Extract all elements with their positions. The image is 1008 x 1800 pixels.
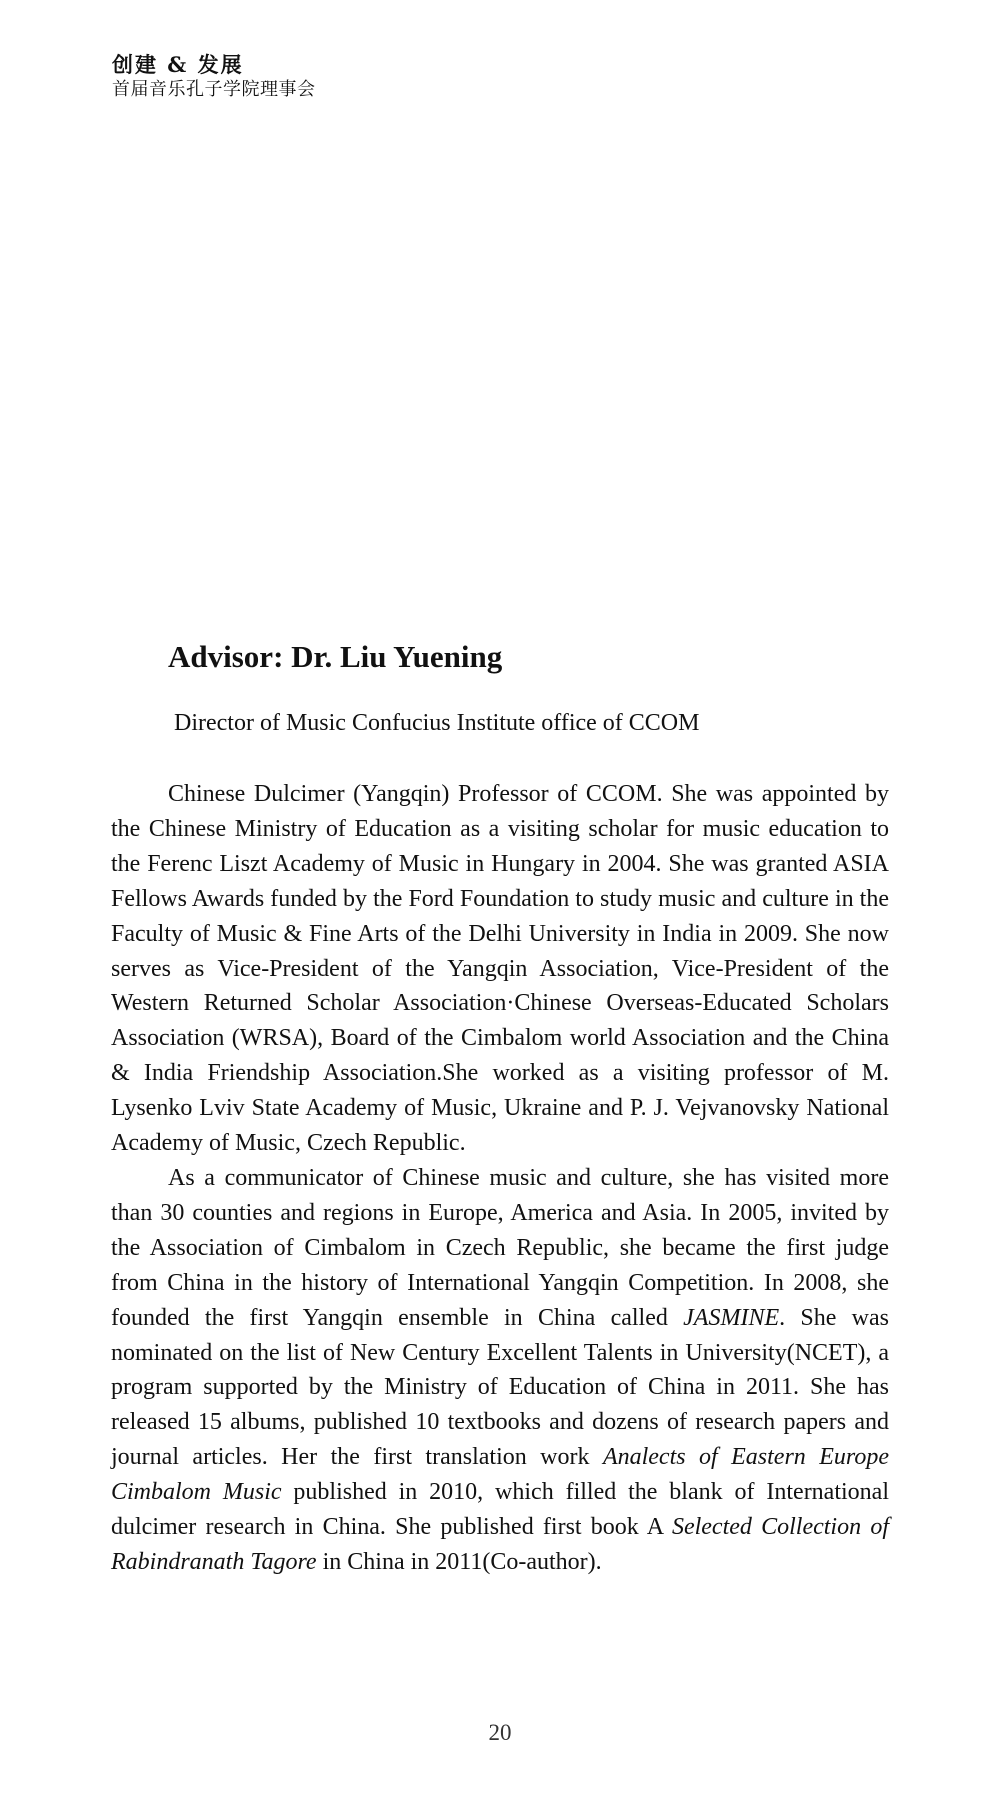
biography-paragraph [111, 777, 889, 1161]
page-title: Advisor: Dr. Liu Yuening [168, 639, 503, 674]
body-text: As a communicator of Chinese music and culture, she has visited more than 30 counties and regions in Europe, America and Asia. In 2005, invited by the Association of Cimbalom in Czech Republic, she became the first judge from China in the history of International Yangqin Competition. In 2008, she founded the first Yangqin ensemble in China called [111, 1164, 889, 1331]
header-brand: 创建 & 发展 [112, 52, 244, 77]
position-line: Director of Music Confucius Institute office of CCOM [174, 710, 700, 736]
italic-title-text: JASMINE [683, 1304, 780, 1331]
body-text: Chinese Dulcimer (Yangqin) Professor of CCOM. She was appointed by the Chinese Ministry of Education as a visiting scholar for music education to the Ferenc Liszt Academy of Music in Hungary in 2004. She was granted ASIA Fellows Awards funded by the Ford Foundation to study music and culture in the Faculty of Music & Fine Arts of the Delhi University in India in 2009. She now serves as Vice-President of the Yangqin Association, Vice-President of the Western Returned Scholar Association·Chinese Overseas-Educated Scholars Association (WRSA), Board of the Cimbalom world Association and the China & India Friendship Association.She worked as a visiting professor of M. Lysenko Lviv State Academy of Music, Ukraine and P. J. Vejvanovsky National Academy of Music, Czech Republic. [111, 781, 889, 1157]
biography-paragraph [111, 1161, 889, 1580]
body-text: published in 2010, which filled the blank of International dulcimer research in China. She published first book A [111, 1479, 889, 1541]
body-text: in China in 2011(Co-author). [316, 1548, 602, 1575]
italic-title-text: Selected Collection of Rabindranath Tagore [111, 1514, 889, 1575]
page-number: 20 [488, 1720, 512, 1745]
header-subtitle: 首届音乐孔子学院理事会 [112, 79, 316, 100]
body-text: . She was nominated on the list of New Century Excellent Talents in University(NCET), a program supported by the Ministry of Education of China in 2011. She has released 15 albums, published 10 textbooks and dozens of research papers and journal articles. Her the first translation work [111, 1304, 890, 1471]
biography-body [111, 777, 889, 1580]
italic-title-text: Analects of Eastern Europe Cimbalom Music [111, 1444, 889, 1506]
running-header [112, 52, 316, 102]
